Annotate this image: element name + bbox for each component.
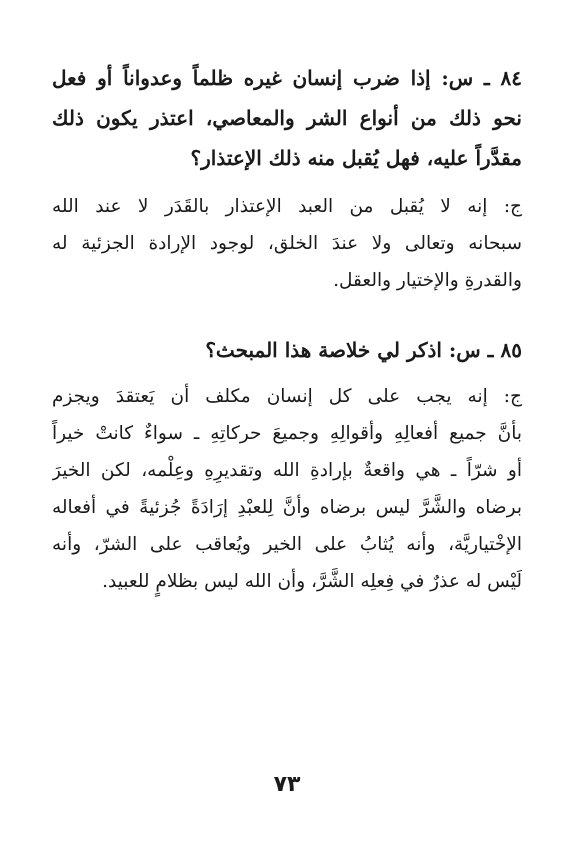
answer-85-line: لَيْس له عذرٌ في فِعلِه الشَّرَّ، وأن الله ليس بظلامٍ للعبيد. bbox=[102, 571, 522, 592]
question-84-line: نحو ذلك من أنواع الشر والمعاصي، اعتذر يكون ذلك bbox=[52, 106, 522, 130]
answer-84-line: والقدرةِ والإختيار والعقل. bbox=[333, 270, 522, 291]
question-85 bbox=[52, 330, 522, 370]
answer-85 bbox=[52, 378, 522, 600]
question-84-line: ٨٤ ـ س: إذا ضرب إنسان غيره ظلماً وعدواناً أو فعل bbox=[52, 66, 522, 90]
answer-84-line: ج: إنه لا يُقبل من العبد الإعتذار بالقَدَر لا عند الله bbox=[52, 196, 522, 217]
answer-85-line: الإخْتياريَّة، وأنه يُثابُ على الخير ويُعاقب على الشرّ، وأنه bbox=[52, 534, 522, 555]
book-page bbox=[52, 50, 522, 840]
answer-84-line: سبحانه وتعالى ولا عندَ الخلق، لوجود الإرادة الجزئية له bbox=[52, 233, 522, 254]
question-84 bbox=[52, 58, 522, 178]
question-84-line: مقدَّراً عليه، فهل يُقبل منه ذلك الإعتذار؟ bbox=[190, 146, 522, 170]
answer-85-line: برضاه والشَّرَّ ليس برضاه وأنَّ لِلعبْدِ إرَادَةً جُزئيةً في أفعاله bbox=[52, 497, 522, 518]
answer-85-line: بأنَّ جميع أفعالِهِ وأقوالِهِ وجميعَ حركاتِهِ ـ سواءٌ كانتْ خيراً bbox=[52, 423, 522, 444]
question-85-line: ٨٥ ـ س: اذكر لي خلاصة هذا المبحث؟ bbox=[205, 338, 522, 362]
page-number: ٧٣ bbox=[273, 772, 301, 797]
answer-85-line: أو شرّاً ـ هي واقعةٌ بإرادةِ الله وتقديرِهِ وعِلْمه، لكن الخيرَ bbox=[52, 460, 522, 481]
answer-85-line: ج: إنه يجب على كل إنسان مكلف أن يَعتقدَ ويجزم bbox=[52, 386, 522, 407]
answer-84 bbox=[52, 188, 522, 299]
